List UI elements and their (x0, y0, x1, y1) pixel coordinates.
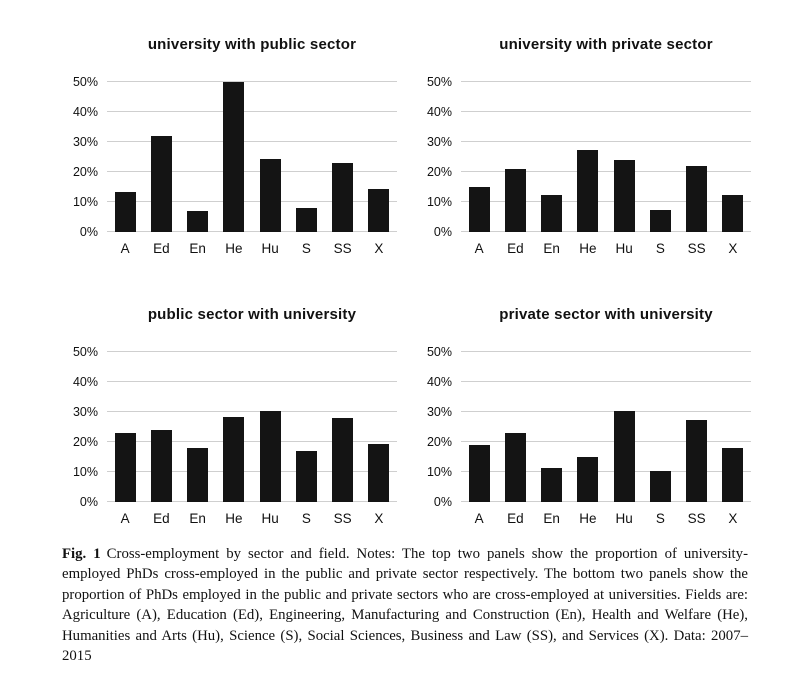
bar (650, 471, 671, 503)
x-tick-label: A (120, 241, 130, 256)
y-tick-label: 20% (426, 165, 452, 179)
chart-title: public sector with university (147, 306, 357, 323)
figure-caption-text: Cross-employment by sector and field. Notes: The top two panels show the proportion of university-employed PhDs cross-employed in the public and private sector respectively. The bottom two panels show the proportion of PhDs employed in the public and private sectors who are cross-employed at universities. Fields are: Agriculture (A), Education (Ed), Engineering, Manufacturing and Construction (En), Health and Welfare (He), Humanities and Arts (Hu), Science (S), Social Sciences, Business and Law (SS), and Services (X). Data: 2007–2015 (62, 546, 748, 665)
bar-column (252, 411, 288, 503)
bar (115, 433, 136, 502)
y-axis (416, 70, 461, 239)
bar (151, 430, 172, 502)
bar (650, 210, 671, 233)
gridline (107, 411, 397, 412)
x-tick-label: Ed (153, 241, 170, 256)
bar-column (180, 448, 216, 502)
x-tick-label: SS (687, 241, 706, 256)
plot-area (107, 340, 397, 502)
bar (187, 448, 208, 502)
charts-grid (62, 36, 751, 526)
x-tick-label: He (579, 511, 597, 526)
bar-column (288, 208, 324, 232)
plot-area (461, 340, 751, 502)
bar-column (361, 189, 397, 233)
bar-column (606, 411, 642, 503)
y-tick-label: 30% (426, 135, 452, 149)
y-tick-label: 20% (426, 435, 452, 449)
bar-column (642, 210, 678, 233)
chart-panel-private-university (416, 306, 751, 526)
chart-body (62, 70, 397, 239)
gridline (461, 111, 751, 112)
gridline (107, 111, 397, 112)
bar-column (216, 82, 252, 232)
y-tick-label: 50% (72, 75, 98, 89)
bar (115, 192, 136, 233)
chart-body (416, 340, 751, 509)
y-axis (62, 340, 107, 509)
bar-column (180, 211, 216, 232)
plot-area (461, 70, 751, 232)
bar-column (534, 468, 570, 503)
bar-column (325, 163, 361, 232)
gridline (107, 381, 397, 382)
plot-area (107, 70, 397, 232)
bars-row (107, 70, 397, 232)
gridline (461, 141, 751, 142)
gridline (461, 81, 751, 82)
bar (722, 448, 743, 502)
y-tick-label: 50% (426, 345, 452, 359)
bar (505, 433, 526, 502)
bars-row (461, 340, 751, 502)
x-tick-label: SS (333, 241, 352, 256)
bar (505, 169, 526, 232)
bar (541, 468, 562, 503)
bar (368, 189, 389, 233)
bar (614, 411, 635, 503)
bar (296, 451, 317, 502)
bar-column (143, 136, 179, 232)
y-tick-label: 20% (72, 165, 98, 179)
y-tick-label: 50% (72, 345, 98, 359)
x-tick-label: A (474, 511, 484, 526)
bar (614, 160, 635, 232)
gridline (107, 81, 397, 82)
y-tick-label: 30% (72, 405, 98, 419)
x-tick-label: A (120, 511, 130, 526)
y-tick-label: 50% (426, 75, 452, 89)
x-tick-label: En (189, 511, 206, 526)
bar (260, 411, 281, 503)
bar-column (679, 420, 715, 503)
y-axis (62, 70, 107, 239)
x-tick-label: Hu (261, 511, 279, 526)
y-tick-label: 10% (426, 195, 452, 209)
bar (260, 159, 281, 233)
gridline (461, 351, 751, 352)
y-tick-label: 0% (433, 225, 452, 239)
x-tick-label: He (225, 241, 243, 256)
bar-column (679, 166, 715, 232)
bar (223, 417, 244, 503)
x-tick-label: S (301, 511, 311, 526)
y-tick-label: 0% (79, 495, 98, 509)
bar-column (461, 187, 497, 232)
bar-column (107, 433, 143, 502)
bar-column (325, 418, 361, 502)
bar (686, 420, 707, 503)
chart-title: university with public sector (147, 36, 357, 53)
y-tick-label: 10% (72, 195, 98, 209)
bar (577, 150, 598, 233)
y-tick-label: 40% (426, 105, 452, 119)
y-tick-label: 40% (426, 375, 452, 389)
bar-column (570, 457, 606, 502)
bar-column (252, 159, 288, 233)
x-tick-label: X (374, 511, 384, 526)
bar-column (361, 444, 397, 503)
bar (223, 82, 244, 232)
bar-column (570, 150, 606, 233)
x-tick-label: X (728, 511, 738, 526)
bar-column (216, 417, 252, 503)
y-tick-label: 30% (72, 135, 98, 149)
x-tick-label: SS (687, 511, 706, 526)
x-tick-label: Ed (507, 511, 524, 526)
bars-row (107, 340, 397, 502)
figure-caption (62, 544, 748, 666)
x-axis (107, 241, 397, 256)
x-tick-label: S (301, 241, 311, 256)
y-tick-label: 0% (79, 225, 98, 239)
y-tick-label: 0% (433, 495, 452, 509)
x-tick-label: En (189, 241, 206, 256)
x-tick-label: He (225, 511, 243, 526)
x-tick-label: En (543, 241, 560, 256)
x-tick-label: A (474, 241, 484, 256)
chart-title: private sector with university (499, 306, 713, 323)
bar (469, 445, 490, 502)
bar (577, 457, 598, 502)
y-tick-label: 10% (72, 465, 98, 479)
bar-column (715, 448, 751, 502)
y-tick-label: 30% (426, 405, 452, 419)
bar (296, 208, 317, 232)
x-tick-label: S (655, 511, 665, 526)
bar (332, 163, 353, 232)
bar (541, 195, 562, 233)
y-tick-label: 10% (426, 465, 452, 479)
bar (187, 211, 208, 232)
x-tick-label: Ed (507, 241, 524, 256)
x-axis (461, 511, 751, 526)
bar (722, 195, 743, 233)
y-tick-label: 20% (72, 435, 98, 449)
y-axis (416, 340, 461, 509)
bar (686, 166, 707, 232)
figure-caption-label: Fig. 1 (62, 546, 101, 562)
x-tick-label: S (655, 241, 665, 256)
x-tick-label: Ed (153, 511, 170, 526)
x-tick-label: SS (333, 511, 352, 526)
x-tick-label: Hu (261, 241, 279, 256)
bar-column (107, 192, 143, 233)
bar-column (461, 445, 497, 502)
bar-column (288, 451, 324, 502)
bar (469, 187, 490, 232)
bar-column (642, 471, 678, 503)
y-tick-label: 40% (72, 375, 98, 389)
gridline (107, 351, 397, 352)
bar (332, 418, 353, 502)
bar (368, 444, 389, 503)
chart-panel-university-public (62, 36, 397, 256)
bar (151, 136, 172, 232)
x-tick-label: X (374, 241, 384, 256)
gridline (461, 381, 751, 382)
y-tick-label: 40% (72, 105, 98, 119)
chart-panel-university-private (416, 36, 751, 256)
x-axis (107, 511, 397, 526)
gridline (461, 411, 751, 412)
bar-column (497, 433, 533, 502)
x-tick-label: En (543, 511, 560, 526)
chart-title: university with private sector (499, 36, 713, 53)
chart-body (62, 340, 397, 509)
x-axis (461, 241, 751, 256)
x-tick-label: Hu (615, 511, 633, 526)
x-tick-label: He (579, 241, 597, 256)
x-tick-label: X (728, 241, 738, 256)
bars-row (461, 70, 751, 232)
x-tick-label: Hu (615, 241, 633, 256)
chart-panel-public-university (62, 306, 397, 526)
chart-body (416, 70, 751, 239)
